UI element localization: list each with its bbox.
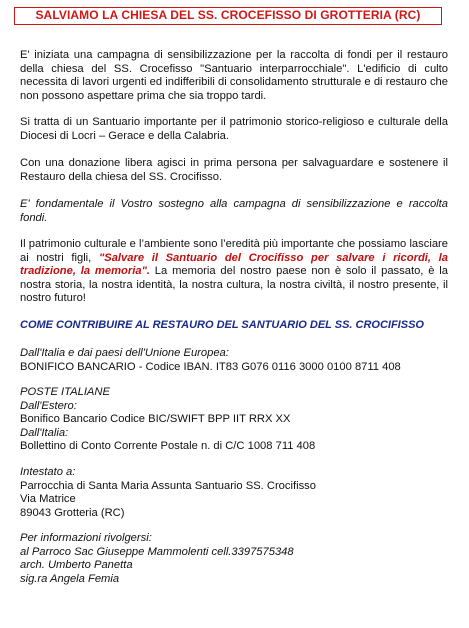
intestato-section xyxy=(20,466,448,520)
santuario-paragraph: Si tratta di un Santuario importante per il patrimonio storico-religioso e culturale della Diocesi di Locri – Gerace e della Calabria. xyxy=(20,116,448,142)
intestato-label: Intestato a: xyxy=(20,466,76,478)
support-paragraph: E' fondamentale il Vostro sostegno alla campagna di sensibilizzazione e raccolta fondi. xyxy=(20,198,448,224)
poste-estero-label: Dall'Estero: xyxy=(20,399,77,412)
contribute-heading: COME CONTRIBUIRE AL RESTAURO DEL SANTUARIO DEL SS. CROCIFISSO xyxy=(20,319,424,331)
intro-paragraph: E' iniziata una campagna di sensibilizzazione per la raccolta di fondi per il restauro della chiesa del SS. Crocefisso "Santuario interparrocchiale". L'edificio di culto necessita di lavori urgenti ed indifferibili di consolidamento strutturale e di restauro che non possono aspettare prima che sia troppo tardi. xyxy=(20,49,448,102)
intestato-line3: 89043 Grotteria (RC) xyxy=(20,506,125,519)
intestato-line1: Parrocchia di Santa Maria Assunta Santuario SS. Crocifisso xyxy=(20,479,316,492)
intestato-line2: Via Matrice xyxy=(20,493,76,506)
info-label: Per informazioni rivolgersi: xyxy=(20,532,152,544)
heritage-quote: "Salvare il Santuario del Crocifisso per salvare i ricordi, la tradizione, la memoria". xyxy=(20,251,448,278)
heritage-text-post: La memoria del nostro paese non è solo il passato, è la nostra storia, la nostra identità, la nostra cultura, la nostra civiltà, il nostro presente, il nostro futuro! xyxy=(20,265,448,305)
info-line2: arch. Umberto Panetta xyxy=(20,559,133,572)
info-line3: sig.ra Angela Femia xyxy=(20,572,120,585)
poste-section xyxy=(20,386,448,454)
poste-italia-text: Bollettino di Conto Corrente Postale n. di C/C 1008 711 408 xyxy=(20,440,316,453)
bank-iban: BONIFICO BANCARIO - Codice IBAN. IT83 G076 0116 3000 0100 8711 408 xyxy=(20,360,401,373)
bank-section xyxy=(20,347,448,374)
poste-label: POSTE ITALIANE xyxy=(20,386,110,398)
poste-estero-text: Bonifico Bancario Codice BIC/SWIFT BPP IIT RRX XX xyxy=(20,413,291,426)
bank-label: Dall'Italia e dai paesi dell'Unione Europea: xyxy=(20,347,229,359)
heritage-text-pre: Il patrimonio culturale e l’ambiente sono l’eredità più importante che possiamo lasciare ai nostri figli, xyxy=(20,238,448,264)
info-line1: al Parroco Sac Giuseppe Mammolenti cell.3397575348 xyxy=(20,545,294,558)
info-section xyxy=(20,532,448,586)
heritage-paragraph xyxy=(20,238,448,306)
poste-italia-label: Dall'Italia: xyxy=(20,426,69,439)
page-title: SALVIAMO LA CHIESA DEL SS. CROCEFISSO DI GROTTERIA (RC) xyxy=(14,7,442,25)
donation-paragraph: Con una donazione libera agisci in prima persona per salvaguardare e sostenere il Restauro della chiesa del SS. Crocifisso. xyxy=(20,157,448,183)
